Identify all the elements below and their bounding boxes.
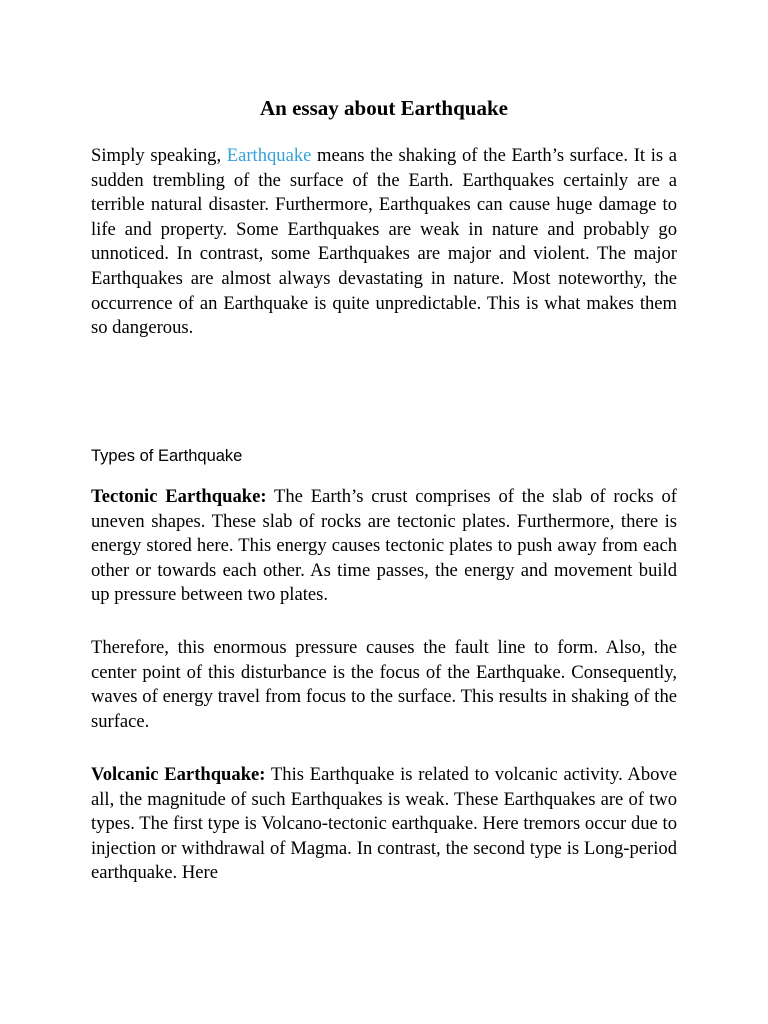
section-heading-types: Types of Earthquake xyxy=(91,447,243,465)
tectonic-label: Tectonic Earthquake: xyxy=(91,486,267,507)
intro-text: means the shaking of the Earth’s surface. It is a sudden trembling of the surface of the Earth. Earthquakes certainly are a terrible natural disaster. Furthermore, Earthquakes can cause huge damage to life and property. Some Earthquakes are weak in nature and probably go unnoticed. In contrast, some Earthquakes are major and violent. The major Earthquakes are almost always devastating in nature. Most noteworthy, the occurrence of an Earthquake is quite unpredictable. This is what makes them so dangerous. xyxy=(91,145,677,339)
intro-prefix: Simply speaking, xyxy=(91,145,227,166)
volcanic-text: This Earthquake is related to volcanic activity. Above all, the magnitude of such Earthquakes is weak. These Earthquakes are of two types. The first type is Volcano-tectonic earthquake. Here tremors occur due to injection or withdrawal of Magma. In contrast, the second type is Long-period earthquake. Here xyxy=(91,764,678,884)
earthquake-link[interactable]: Earthquake xyxy=(226,145,312,166)
tectonic-paragraph xyxy=(91,485,677,608)
tectonic-text: The Earth’s crust comprises of the slab of rocks of uneven shapes. These slab of rocks are tectonic plates. Furthermore, there is energy stored here. This energy causes tectonic plates to push away from each other or towards each other. As time passes, the energy and movement build up pressure between two plates. xyxy=(91,486,677,606)
volcanic-paragraph xyxy=(91,763,677,886)
volcanic-label: Volcanic Earthquake: xyxy=(91,764,266,785)
tectonic-continued-paragraph: Therefore, this enormous pressure causes the fault line to form. Also, the center point of this disturbance is the focus of the Earthquake. Consequently, waves of energy travel from focus to the surface. This results in shaking of the surface. xyxy=(91,637,677,732)
intro-paragraph xyxy=(91,144,677,341)
essay-title: An essay about Earthquake xyxy=(260,96,508,120)
